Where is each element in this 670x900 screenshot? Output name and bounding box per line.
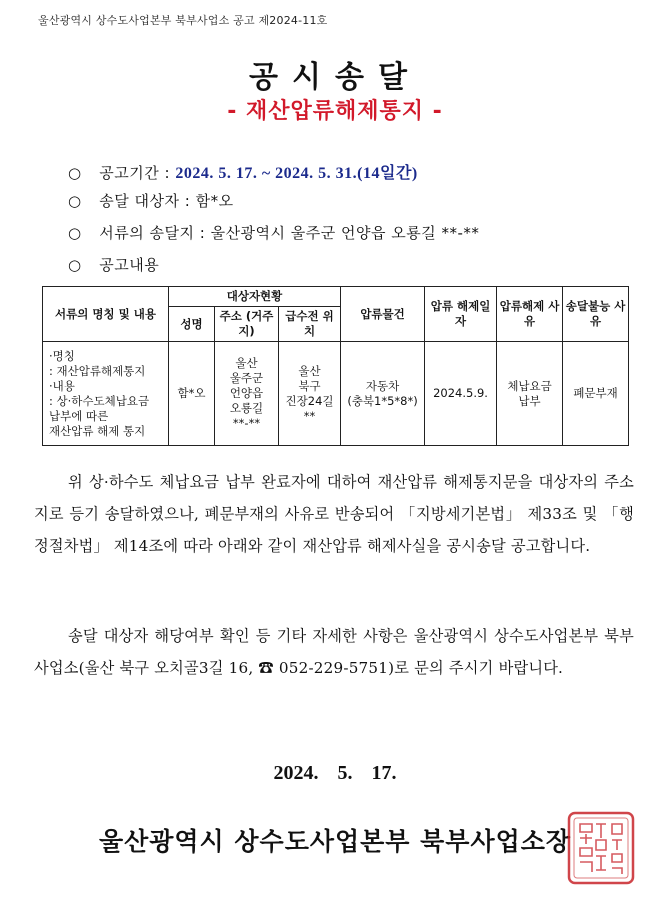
- cell-line: **-**: [232, 416, 261, 430]
- table-row: [43, 342, 629, 446]
- cell-release-reason: [497, 342, 563, 446]
- address-text: 서류의 송달지 : 울산광역시 울주군 언양읍 오룡길 **-**: [99, 224, 480, 242]
- notice-number: 울산광역시 상수도사업본부 북부사업소 공고 제2024-11호: [38, 14, 328, 27]
- bullet-icon: ○: [68, 256, 82, 274]
- header-target-status: 대상자현황: [169, 287, 341, 307]
- body-paragraph-2: [34, 620, 634, 684]
- cell-fail-reason: 폐문부재: [563, 342, 629, 446]
- info-period: [68, 160, 418, 183]
- header-doc-name: 서류의 명칭 및 내용: [43, 287, 169, 342]
- notice-date: 2024. 5. 17.: [273, 762, 397, 784]
- paragraph-text: 위 상·하수도 체납요금 납부 완료자에 대하여 재산압류 해제통지문을 대상자의 주소지로 등기 송달하였으나, 폐문부재의 사유로 반송되어 「지방세기본법」 제33조 및 「행정절차법」 제14조에 따라 아래와 같이 재산압류 해제사실을 공시송달 공고합니다.: [34, 473, 634, 555]
- info-target: [68, 190, 234, 211]
- issuer-name: 울산광역시 상수도사업본부 북부사업소장: [98, 827, 572, 856]
- cell-line: (충북1*5*8*): [347, 393, 418, 408]
- document-title: 공시송달: [249, 60, 421, 95]
- cell-address: [215, 342, 279, 446]
- cell-line: 울주군: [229, 371, 264, 385]
- paragraph-text: 송달 대상자 해당여부 확인 등 기타 자세한 사항은 울산광역시 상수도사업본부 북부사업소(울산 북구 오치골3길 16, ☎ 052-229-5751)로 문의 주시기 바랍니다.: [34, 627, 634, 677]
- period-label: 공고기간 :: [99, 164, 171, 182]
- header-seized-item: 압류물건: [341, 287, 425, 342]
- content-text: 공고내용: [99, 256, 160, 274]
- header-water-location: 급수전 위치: [279, 307, 341, 342]
- notice-table: [42, 286, 629, 446]
- cell-line: 언양읍: [229, 386, 264, 400]
- header-release-date: 압류 해제일자: [425, 287, 497, 342]
- cell-line: 납부에 따른: [49, 408, 109, 423]
- document-subtitle: - 재산압류해제통지 -: [227, 99, 443, 124]
- cell-line: ·명칭: [49, 348, 75, 363]
- cell-line: 재산압류 해제 통지: [49, 423, 146, 438]
- body-paragraph-1: [34, 466, 634, 562]
- cell-name: 함*오: [169, 342, 215, 446]
- cell-line: 납부: [518, 393, 541, 408]
- cell-line: 진장24길: [285, 393, 334, 408]
- target-text: 송달 대상자 : 함*오: [99, 192, 234, 210]
- cell-line: 울산: [298, 363, 321, 378]
- cell-doc: [43, 342, 169, 446]
- cell-line: 울산: [235, 356, 258, 370]
- cell-line: ·내용: [49, 378, 75, 393]
- cell-water-location: [279, 342, 341, 446]
- cell-seized-item: [341, 342, 425, 446]
- header-name: 성명: [169, 307, 215, 342]
- period-value: 2024. 5. 17. ~ 2024. 5. 31.(14일간): [175, 165, 418, 182]
- official-seal-icon: [566, 810, 636, 886]
- header-fail-reason: 송달불능 사유: [563, 287, 629, 342]
- cell-line: : 상·하수도체납요금: [49, 393, 150, 408]
- bullet-icon: ○: [68, 192, 82, 210]
- cell-release-date: 2024.5.9.: [425, 342, 497, 446]
- cell-line: 북구: [298, 378, 321, 393]
- header-release-reason: 압류해제 사유: [497, 287, 563, 342]
- cell-line: : 재산압류해제통지: [49, 363, 146, 378]
- info-address: [68, 222, 479, 243]
- header-address: 주소 (거주지): [215, 307, 279, 342]
- cell-line: 오룡길: [229, 401, 264, 415]
- cell-line: **: [303, 408, 316, 423]
- bullet-icon: ○: [68, 224, 82, 242]
- bullet-icon: ○: [68, 164, 82, 182]
- info-content: [68, 254, 159, 275]
- cell-line: 자동차: [365, 378, 400, 393]
- cell-line: 체납요금: [507, 378, 552, 393]
